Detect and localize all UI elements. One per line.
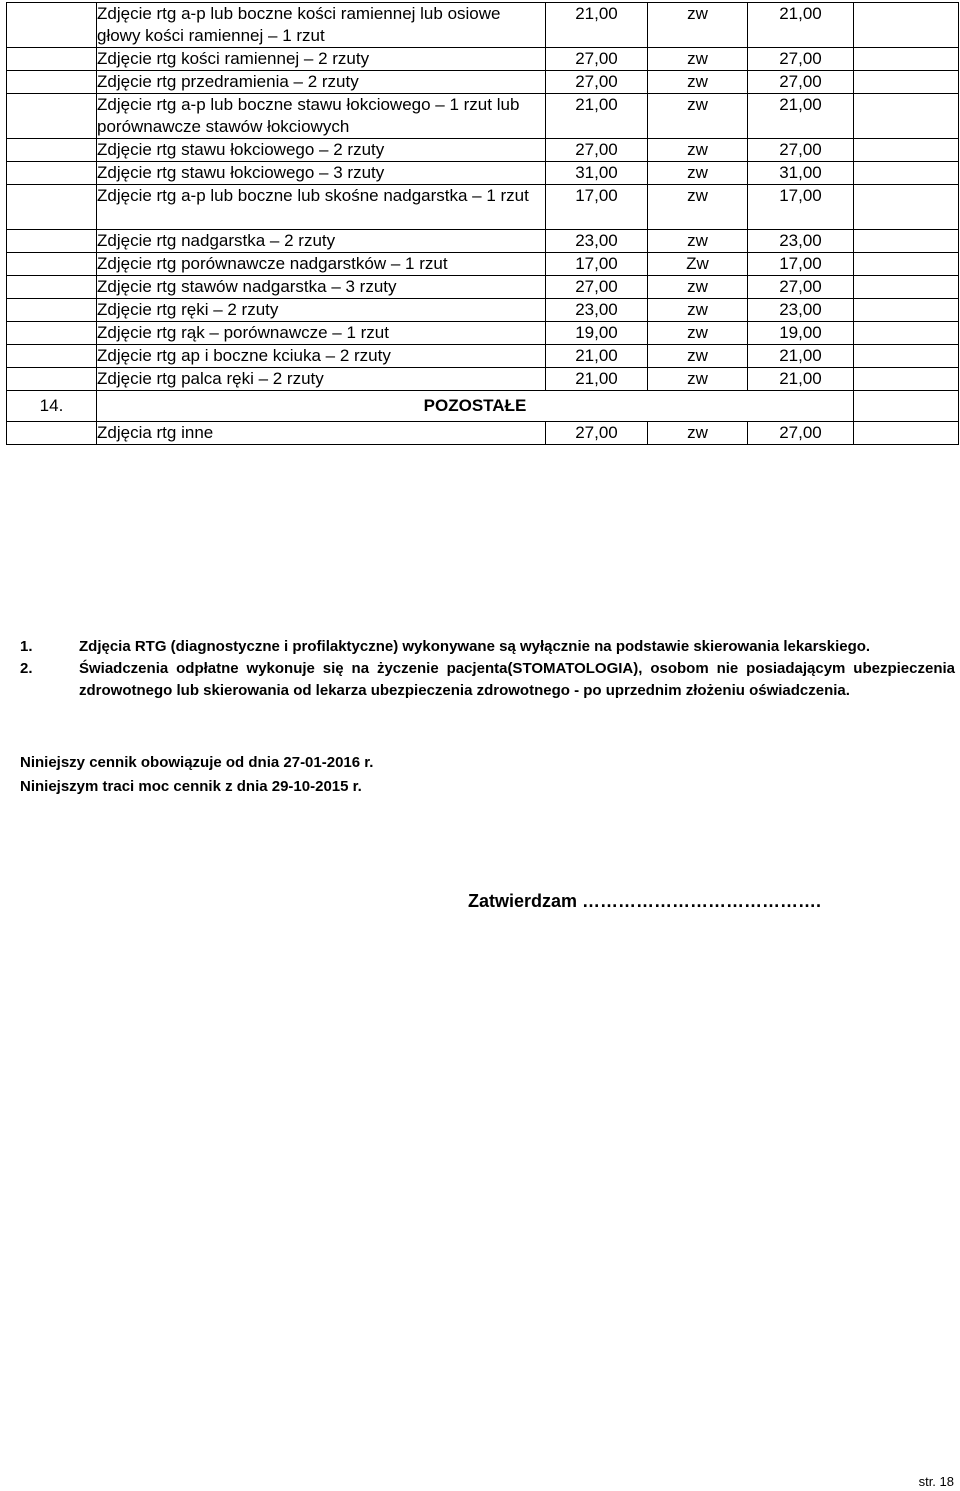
service-name: Zdjęcie rtg kości ramiennej – 2 rzuty xyxy=(97,48,546,71)
section-title: POZOSTAŁE xyxy=(97,391,854,422)
row-number-cell xyxy=(7,48,97,71)
net-price: 27,00 xyxy=(546,276,648,299)
row-number-cell xyxy=(7,139,97,162)
note-item xyxy=(20,636,955,658)
net-price: 23,00 xyxy=(546,230,648,253)
net-price: 21,00 xyxy=(546,94,648,139)
gross-price: 23,00 xyxy=(748,230,854,253)
net-price: 17,00 xyxy=(546,253,648,276)
notes-section xyxy=(20,636,955,702)
table-row xyxy=(7,230,959,253)
notes-cell xyxy=(854,139,959,162)
table-row xyxy=(7,299,959,322)
notes-cell xyxy=(854,162,959,185)
notes-cell xyxy=(854,230,959,253)
table-row xyxy=(7,48,959,71)
net-price: 27,00 xyxy=(546,71,648,94)
service-name: Zdjęcie rtg a-p lub boczne lub skośne nadgarstka – 1 rzut xyxy=(97,185,546,230)
net-price: 23,00 xyxy=(546,299,648,322)
table-row xyxy=(7,3,959,48)
table-row xyxy=(7,276,959,299)
table-row xyxy=(7,94,959,139)
notes-cell xyxy=(854,368,959,391)
notes-cell xyxy=(854,71,959,94)
gross-price: 21,00 xyxy=(748,94,854,139)
gross-price: 21,00 xyxy=(748,3,854,48)
vat-rate: zw xyxy=(648,299,748,322)
vat-rate: zw xyxy=(648,276,748,299)
service-name: Zdjęcie rtg stawu łokciowego – 3 rzuty xyxy=(97,162,546,185)
vat-rate: zw xyxy=(648,162,748,185)
note-text: Świadczenia odpłatne wykonuje się na życzenie pacjenta(STOMATOLOGIA), osobom nie posiadającym ubezpieczenia zdrowotnego lub skierowania od lekarza ubezpieczenia zdrowotnego - po uprzednim złożeniu oświadczenia. xyxy=(79,660,955,699)
notes-cell xyxy=(854,345,959,368)
gross-price: 31,00 xyxy=(748,162,854,185)
notes-cell xyxy=(854,185,959,230)
vat-rate: zw xyxy=(648,139,748,162)
notes-cell xyxy=(854,322,959,345)
notes-cell xyxy=(854,276,959,299)
notes-cell xyxy=(854,3,959,48)
gross-price: 27,00 xyxy=(748,71,854,94)
vat-rate: Zw xyxy=(648,253,748,276)
vat-rate: zw xyxy=(648,71,748,94)
net-price: 27,00 xyxy=(546,422,648,445)
service-name: Zdjęcie rtg ręki – 2 rzuty xyxy=(97,299,546,322)
row-number-cell xyxy=(7,368,97,391)
table-row xyxy=(7,185,959,230)
validity-section xyxy=(20,751,373,799)
price-table-body xyxy=(7,3,959,445)
service-name: Zdjęcia rtg inne xyxy=(97,422,546,445)
vat-rate: zw xyxy=(648,48,748,71)
expired-price-list-text: Niniejszym traci moc cennik z dnia 29-10-2015 r. xyxy=(20,778,362,795)
net-price: 19,00 xyxy=(546,322,648,345)
gross-price: 27,00 xyxy=(748,422,854,445)
table-row xyxy=(7,253,959,276)
vat-rate: zw xyxy=(648,230,748,253)
vat-rate: zw xyxy=(648,422,748,445)
approval-signature-line: Zatwierdzam …………………………………. xyxy=(468,891,822,911)
service-name: Zdjęcie rtg nadgarstka – 2 rzuty xyxy=(97,230,546,253)
notes-cell xyxy=(854,48,959,71)
row-number-cell xyxy=(7,3,97,48)
row-number-cell xyxy=(7,253,97,276)
gross-price: 23,00 xyxy=(748,299,854,322)
vat-rate: zw xyxy=(648,322,748,345)
net-price: 17,00 xyxy=(546,185,648,230)
notes-cell xyxy=(854,299,959,322)
table-row xyxy=(7,162,959,185)
net-price: 21,00 xyxy=(546,3,648,48)
table-row xyxy=(7,368,959,391)
table-row xyxy=(7,139,959,162)
vat-rate: zw xyxy=(648,94,748,139)
service-name: Zdjęcie rtg przedramienia – 2 rzuty xyxy=(97,71,546,94)
note-item xyxy=(20,658,955,702)
net-price: 21,00 xyxy=(546,368,648,391)
price-table xyxy=(6,2,959,445)
table-row xyxy=(7,345,959,368)
note-number: 2. xyxy=(20,660,33,677)
page-number: str. 18 xyxy=(918,1474,954,1489)
section-header-row xyxy=(7,391,959,422)
notes-cell xyxy=(854,94,959,139)
table-row xyxy=(7,71,959,94)
row-number-cell xyxy=(7,162,97,185)
notes-cell xyxy=(854,253,959,276)
gross-price: 19,00 xyxy=(748,322,854,345)
table-row xyxy=(7,422,959,445)
net-price: 27,00 xyxy=(546,139,648,162)
service-name: Zdjęcie rtg a-p lub boczne kości ramiennej lub osiowe głowy kości ramiennej – 1 rzut xyxy=(97,3,546,48)
row-number-cell xyxy=(7,345,97,368)
row-number-cell xyxy=(7,230,97,253)
service-name: Zdjęcie rtg rąk – porównawcze – 1 rzut xyxy=(97,322,546,345)
row-number-cell xyxy=(7,299,97,322)
row-number-cell xyxy=(7,71,97,94)
gross-price: 17,00 xyxy=(748,253,854,276)
service-name: Zdjęcie rtg palca ręki – 2 rzuty xyxy=(97,368,546,391)
service-name: Zdjęcie rtg porównawcze nadgarstków – 1 rzut xyxy=(97,253,546,276)
vat-rate: zw xyxy=(648,3,748,48)
row-number-cell xyxy=(7,276,97,299)
gross-price: 27,00 xyxy=(748,48,854,71)
vat-rate: zw xyxy=(648,345,748,368)
valid-from-text: Niniejszy cennik obowiązuje od dnia 27-01-2016 r. xyxy=(20,754,374,771)
row-number-cell xyxy=(7,322,97,345)
vat-rate: zw xyxy=(648,185,748,230)
notes-cell xyxy=(854,422,959,445)
gross-price: 21,00 xyxy=(748,345,854,368)
note-text: Zdjęcia RTG (diagnostyczne i profilaktyczne) wykonywane są wyłącznie na podstawie skierowania lekarskiego. xyxy=(79,638,871,655)
gross-price: 27,00 xyxy=(748,139,854,162)
table-row xyxy=(7,322,959,345)
service-name: Zdjęcie rtg stawu łokciowego – 2 rzuty xyxy=(97,139,546,162)
net-price: 21,00 xyxy=(546,345,648,368)
service-name: Zdjęcie rtg a-p lub boczne stawu łokciowego – 1 rzut lub porównawcze stawów łokciowych xyxy=(97,94,546,139)
gross-price: 27,00 xyxy=(748,276,854,299)
row-number-cell xyxy=(7,422,97,445)
notes-cell xyxy=(854,391,959,422)
net-price: 27,00 xyxy=(546,48,648,71)
net-price: 31,00 xyxy=(546,162,648,185)
service-name: Zdjęcie rtg ap i boczne kciuka – 2 rzuty xyxy=(97,345,546,368)
section-number: 14. xyxy=(7,391,97,422)
gross-price: 21,00 xyxy=(748,368,854,391)
row-number-cell xyxy=(7,94,97,139)
row-number-cell xyxy=(7,185,97,230)
service-name: Zdjęcie rtg stawów nadgarstka – 3 rzuty xyxy=(97,276,546,299)
gross-price: 17,00 xyxy=(748,185,854,230)
vat-rate: zw xyxy=(648,368,748,391)
note-number: 1. xyxy=(20,638,33,655)
